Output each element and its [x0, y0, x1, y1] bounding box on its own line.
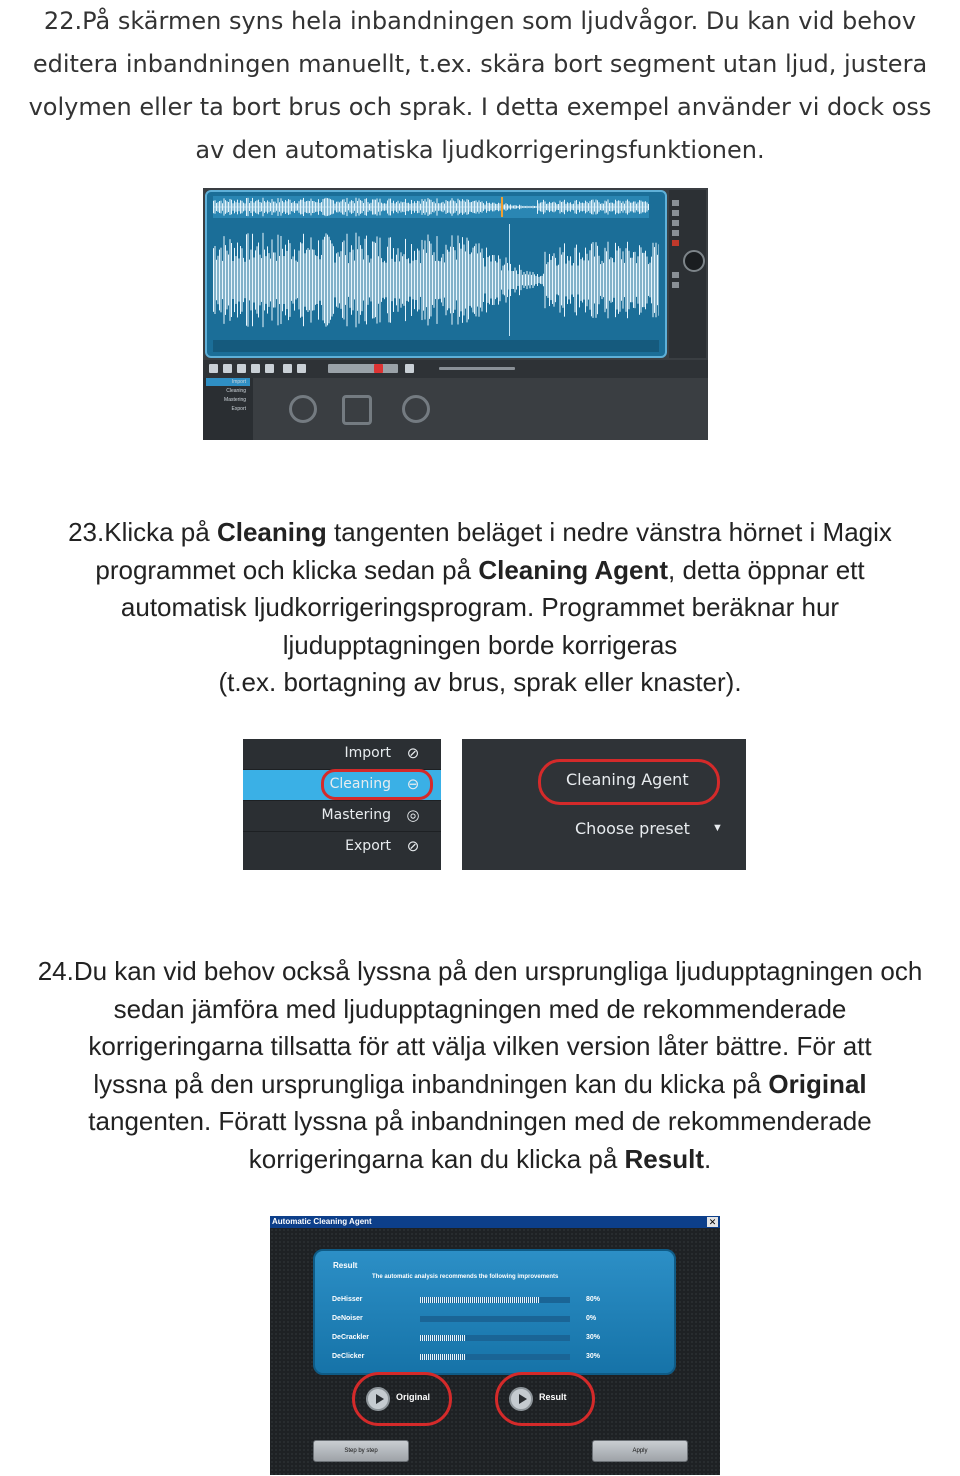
step-22-line: 22.På skärmen syns hela inbandningen som ljudvågor. Du kan vid behov — [43, 7, 917, 35]
slider-fill — [420, 1354, 465, 1360]
step-24-line: 24.Du kan vid behov också lyssna på den ursprungliga ljudupptagningen och — [37, 956, 923, 986]
position-slider[interactable] — [439, 367, 515, 370]
option-checkbox[interactable] — [672, 220, 679, 226]
text: 23.Klicka på — [68, 517, 217, 547]
sidebar-item-export-small[interactable]: Export — [231, 406, 246, 412]
waveform-editor-screenshot — [203, 188, 708, 440]
main-waveform — [213, 224, 659, 336]
step-24-line: korrigeringarna tillsatta för att välja vilken version låter bättre. För att — [88, 1031, 872, 1061]
step-23-line: ljudupptagningen borde korrigeras — [282, 629, 678, 660]
option-checkbox[interactable] — [672, 200, 679, 206]
improvement-percent: 30% — [586, 1334, 601, 1341]
record-button[interactable] — [374, 364, 383, 373]
text: lyssna på den ursprungliga inbandningen kan du klicka på — [93, 1068, 769, 1099]
improvement-slider[interactable] — [420, 1316, 570, 1322]
apply-button[interactable]: Apply — [592, 1440, 688, 1462]
emphasis-cleaning-agent: Cleaning Agent — [478, 554, 669, 585]
choose-preset-dropdown[interactable]: Choose preset — [575, 819, 690, 838]
emphasis-cleaning: Cleaning — [216, 517, 327, 547]
sidebar-item-label: Import — [344, 745, 391, 761]
result-heading: Result — [333, 1261, 358, 1270]
step-23-paragraph — [0, 514, 960, 702]
option-checkbox[interactable] — [672, 230, 679, 236]
step-23-line: (t.ex. bortagning av brus, sprak eller knaster). — [218, 667, 742, 697]
improvement-slider[interactable] — [420, 1335, 570, 1341]
original-label: Original — [396, 1392, 431, 1402]
undo-icon[interactable] — [283, 364, 292, 373]
step-24-line — [0, 1141, 960, 1179]
result-card — [313, 1249, 676, 1375]
export-icon: ⊘ — [406, 838, 420, 855]
cd-icon[interactable] — [402, 395, 430, 423]
result-label: Result — [539, 1392, 567, 1402]
overview-wave — [213, 196, 649, 218]
sidebar-item-mastering-small[interactable]: Mastering — [224, 397, 246, 403]
option-checkbox[interactable] — [672, 272, 679, 278]
audio-file-icon[interactable] — [289, 395, 317, 423]
improvement-name: DeHisser — [332, 1296, 363, 1303]
close-icon[interactable]: ✕ — [708, 1217, 717, 1227]
text: korrigeringarna kan du klicka på — [248, 1143, 625, 1174]
step-22-line: volymen eller ta bort brus och sprak. I detta exempel använder vi dock oss — [28, 93, 932, 121]
text: . — [704, 1143, 712, 1174]
waveform-overview — [213, 196, 649, 218]
step-24-line: tangenten. Föratt lyssna på inbandningen med de rekommenderade — [88, 1106, 872, 1136]
mastering-icon: ◎ — [406, 807, 420, 824]
step-by-step-button[interactable]: Step by step — [313, 1440, 409, 1462]
result-description: The automatic analysis recommends the following improvements — [372, 1274, 559, 1280]
step-23-line: automatisk ljudkorrigeringsprogram. Programmet beräknar hur — [120, 592, 840, 622]
highlight-ring — [321, 769, 433, 800]
transport-controls[interactable] — [328, 364, 398, 373]
dialog-title: Automatic Cleaning Agent — [272, 1217, 372, 1226]
editor-right-panel — [669, 190, 706, 358]
loop-icon[interactable] — [405, 364, 414, 373]
draw-tool-icon[interactable] — [251, 364, 260, 373]
step-22-paragraph — [0, 0, 960, 172]
dialog-titlebar — [270, 1216, 720, 1228]
step-22-line: av den automatiska ljudkorrigeringsfunktionen. — [195, 136, 765, 164]
emphasis-result: Result — [624, 1143, 704, 1174]
cleaning-icon: ⊖ — [406, 776, 420, 793]
improvement-row — [332, 1295, 662, 1305]
waveform-panel — [205, 190, 667, 358]
editor-sidebar — [203, 378, 253, 440]
sidebar-item-cleaning-small[interactable]: Cleaning — [226, 388, 246, 394]
step-23-line — [0, 552, 960, 590]
step-22-line: editera inbandningen manuellt, t.ex. skära bort segment utan ljud, justera — [32, 50, 928, 78]
result-play-button[interactable] — [495, 1372, 595, 1426]
emphasis-original: Original — [768, 1068, 867, 1099]
waveform-scrollbar[interactable] — [213, 340, 659, 352]
sidebar-item-label: Mastering — [321, 807, 391, 823]
step-24-paragraph — [0, 953, 960, 1178]
slider-fill — [420, 1335, 465, 1341]
improvement-name: DeCrackler — [332, 1334, 369, 1341]
sidebar-item-import[interactable] — [243, 739, 441, 769]
improvement-name: DeClicker — [332, 1353, 365, 1360]
option-checkbox[interactable] — [672, 210, 679, 216]
cleaning-agent-screenshot — [462, 739, 746, 870]
editor-toolbar — [203, 360, 708, 378]
chevron-down-icon[interactable]: ▼ — [712, 822, 723, 834]
sidebar-item-export[interactable] — [243, 832, 441, 862]
step-23-line — [0, 514, 960, 552]
text: tangenten beläget i nedre vänstra hörnet i Magix — [326, 517, 892, 547]
level-meter — [672, 240, 679, 246]
sidebar-item-label: Cleaning — [329, 776, 391, 792]
improvement-percent: 0% — [586, 1315, 597, 1322]
text: programmet och klicka sedan på — [95, 554, 479, 585]
improvement-row — [332, 1352, 662, 1362]
volume-knob[interactable] — [683, 250, 705, 272]
sidebar-item-label: Export — [345, 838, 391, 854]
text: , detta öppnar ett — [668, 554, 865, 585]
redo-icon[interactable] — [297, 364, 306, 373]
play-icon — [366, 1387, 390, 1411]
step-24-line: sedan jämföra med ljudupptagningen med de rekommenderade — [113, 993, 847, 1024]
sidebar-screenshot — [243, 739, 441, 870]
option-checkbox[interactable] — [672, 282, 679, 288]
improvement-row — [332, 1333, 662, 1343]
slider-fill — [420, 1297, 540, 1303]
original-play-button[interactable] — [352, 1372, 452, 1426]
sidebar-item-import-small[interactable]: Import — [206, 378, 250, 386]
sidebar-item-mastering[interactable] — [243, 801, 441, 831]
improvement-row — [332, 1314, 662, 1324]
volume-tool-icon[interactable] — [265, 364, 274, 373]
step-24-line — [0, 1066, 960, 1104]
cursor-tool-icon[interactable] — [209, 364, 218, 373]
play-icon — [509, 1387, 533, 1411]
cleaning-agent-dialog — [270, 1216, 720, 1475]
cut-tool-icon[interactable] — [223, 364, 232, 373]
improvement-name: DeNoiser — [332, 1315, 363, 1322]
import-icon: ⊘ — [406, 745, 420, 762]
zoom-tool-icon[interactable] — [237, 364, 246, 373]
improvement-percent: 80% — [586, 1296, 601, 1303]
improvement-percent: 30% — [586, 1353, 601, 1360]
improvement-slider[interactable] — [420, 1297, 570, 1303]
improvement-slider[interactable] — [420, 1354, 570, 1360]
cleaning-agent-button[interactable]: Cleaning Agent — [566, 770, 689, 789]
turntable-icon[interactable] — [342, 395, 372, 425]
